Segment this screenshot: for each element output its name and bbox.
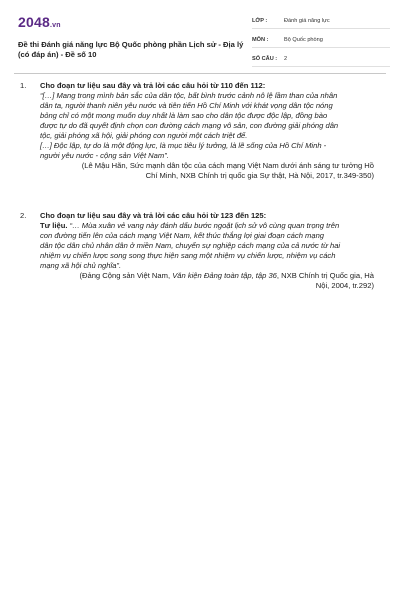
question-2 <box>20 211 380 311</box>
exam-title: Đề thi Đánh giá năng lực Bộ Quốc phòng phần Lịch sử - Địa lý (có đáp án) - Đề số 10 <box>18 40 244 59</box>
meta-row-class <box>252 14 390 29</box>
question-body <box>40 211 378 291</box>
source-label: Tư liệu. <box>40 221 68 230</box>
source-line: (Lê Mậu Hãn, Sức mạnh dân tộc của cách mạng Việt Nam dưới ánh sáng tư tưởng Hồ <box>81 161 374 170</box>
logo-suffix: .vn <box>49 22 61 29</box>
source-text: , NXB Chính trị Quốc gia, Hà <box>276 271 374 280</box>
source-line <box>40 271 378 281</box>
question-heading: Cho đoạn tư liệu sau đây và trả lời các câu hỏi từ 110 đến 112: <box>40 81 266 90</box>
meta-label: LỚP : <box>252 18 268 24</box>
site-logo[interactable] <box>18 14 61 30</box>
source-text: (Đảng Cộng sản Việt Nam, <box>79 271 173 280</box>
question-number: 1. <box>20 81 27 90</box>
quote-line: được tự do đã quyết định chọn con đường cách mạng vô sản, con đường giải phóng dân <box>40 121 339 130</box>
quote-line: mạng xã hội chủ nghĩa”. <box>40 261 122 270</box>
meta-label: MÔN : <box>252 37 269 43</box>
exam-meta-panel <box>252 14 390 71</box>
logo-text: 2048 <box>18 14 50 30</box>
quote-line: […] Độc lập, tự do là một động lực, là mục tiêu lý tưởng, là lẽ sống của Hồ Chí Minh - <box>40 141 327 150</box>
quote-first-line <box>40 221 378 231</box>
question-number: 2. <box>20 211 27 220</box>
quote-line: người yêu nước - cộng sản Việt Nam”. <box>40 151 169 160</box>
question-1 <box>20 81 380 201</box>
meta-value: 2 <box>284 56 288 62</box>
header-divider <box>14 73 386 74</box>
source-title: Văn kiện Đảng toàn tập, tập 36 <box>172 271 277 280</box>
quote-line: nhiệm vụ chiến lược song song thực hiện sang một nhiệm vụ chiến lược, nhiệm vụ cách <box>40 251 336 260</box>
quote-line: tộc, giải phóng xã hội, giải phóng con người một cách triệt để. <box>40 131 248 140</box>
quote-line: dân ta, người thanh niên yêu nước và tiên tiến Hồ Chí Minh với khát vọng dân tộc nóng <box>40 101 333 110</box>
meta-value: Bộ Quốc phòng <box>284 37 323 43</box>
question-body <box>40 81 378 181</box>
quote-line: dân tộc dân chủ nhân dân ở miền Nam, chuyển sự nghiệp cách mạng của cả nước từ hai <box>40 241 341 250</box>
quote-line: “… Mùa xuân vẻ vang này đánh dấu bước ngoặt lịch sử vô cùng quan trọng trên <box>67 221 340 230</box>
source-line: Nội, 2004, tr.292) <box>315 281 374 290</box>
quote-line: con đường tiến lên của cách mạng Việt Nam, kết thúc thắng lợi giai đoạn cách mạng <box>40 231 325 240</box>
source-line: Chí Minh, NXB Chính trị quốc gia Sự thật, Hà Nội, 2017, tr.349-350) <box>145 171 374 180</box>
page-header <box>14 10 386 66</box>
quote-line: bỏng chỉ có một mong muốn duy nhất là làm sao cho dân tộc được độc lập, đồng bào <box>40 111 328 120</box>
meta-value: Đánh giá năng lực <box>284 18 330 24</box>
meta-row-count <box>252 52 390 67</box>
question-heading: Cho đoạn tư liệu sau đây và trả lời các câu hỏi từ 123 đến 125: <box>40 211 267 220</box>
meta-label: SỐ CÂU : <box>252 56 278 62</box>
meta-row-subject <box>252 33 390 48</box>
quote-line: “[…] Mang trong mình bản sắc của dân tộc, bất bình trước cảnh nô lệ lầm than của nhân <box>40 91 338 100</box>
